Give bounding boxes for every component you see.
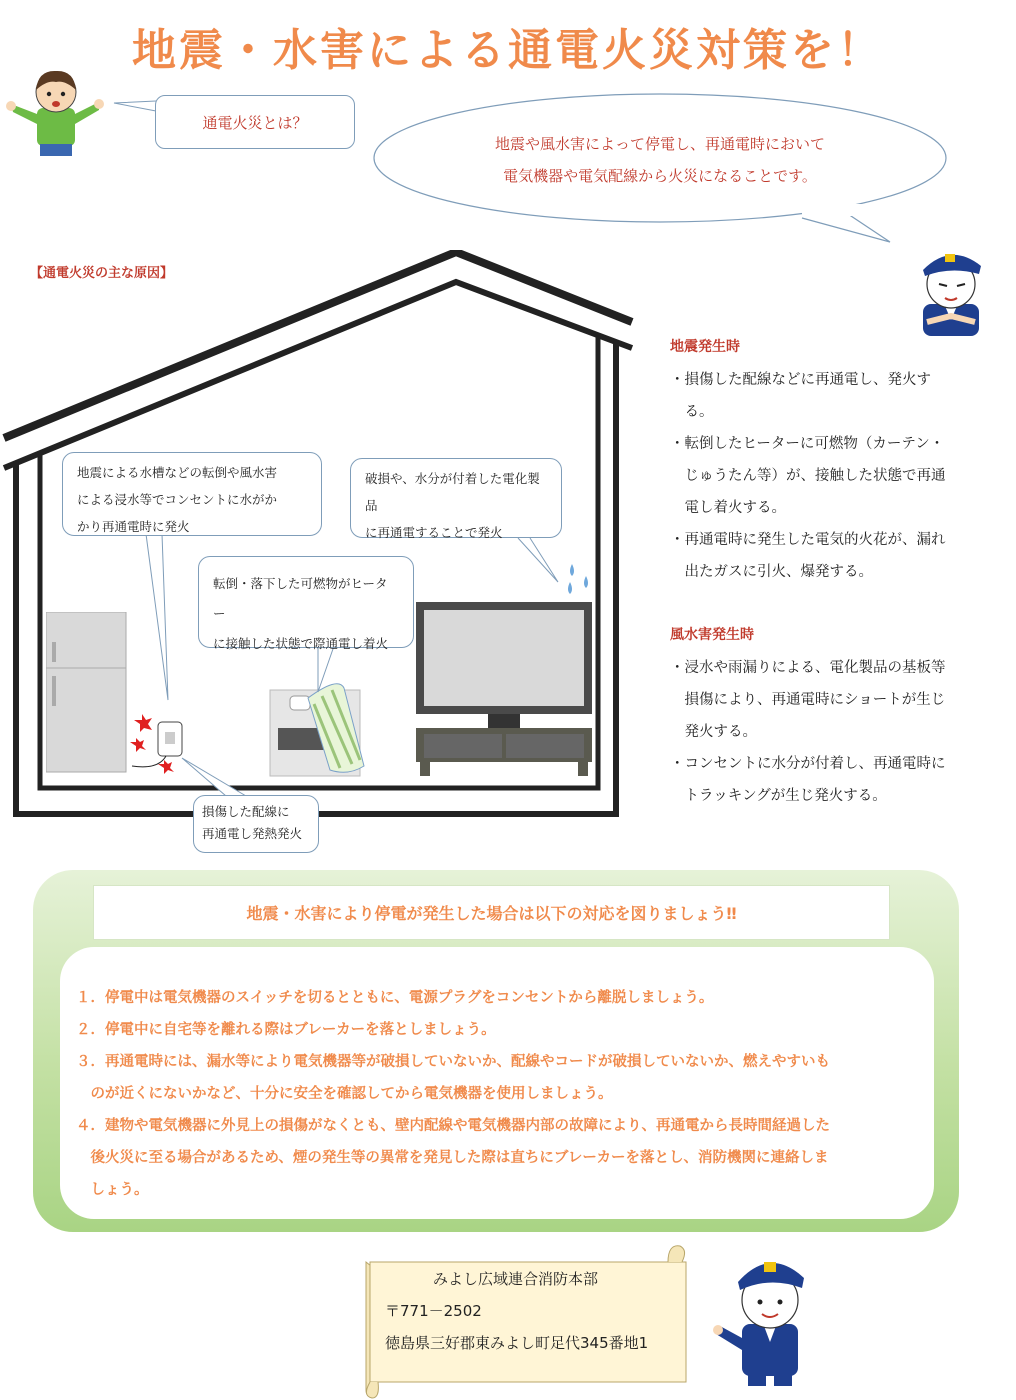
rule-line: ４．建物や電気機器に外見上の損傷がなくとも、壁内配線や電気機器内部の故障により、再通電から長時間経過した (76, 1118, 830, 1134)
contact-address: 徳島県三好郡東みよし町足代345番地1 (385, 1334, 649, 1352)
callout-line: 損傷した配線に (202, 804, 290, 819)
causes-section-title: 【通電火災の主な原因】 (30, 266, 174, 281)
firefighter-character-bottom (712, 1242, 822, 1388)
callout-water-outlet (62, 452, 322, 536)
earthquake-item-line: ・再通電時に発生した電気的火花が、漏れ (670, 532, 946, 548)
callout-line: 転倒・落下した可燃物がヒーター (213, 576, 388, 621)
flood-item-line: ・コンセントに水分が付着し、再通電時に (670, 756, 946, 772)
earthquake-item-line: ・転倒したヒーターに可燃物（カーテン・ (670, 436, 945, 452)
callout-heater (198, 556, 414, 651)
rule-line: 後火災に至る場合があるため、煙の発生等の異常を発見した際は直ちにブレーカーを落とし、消防機関に連絡しま (76, 1150, 829, 1166)
rule-line: １．停電中は電気機器のスイッチを切るとともに、電源プラグをコンセントから離脱しましょう。 (76, 990, 714, 1006)
callout-line: 再通電し発熱発火 (202, 826, 303, 841)
callout-wet-appliance (350, 458, 562, 538)
flood-item-line: ・浸水や雨漏りによる、電化製品の基板等 (670, 660, 946, 676)
earthquake-item-line: る。 (670, 404, 714, 420)
rule-line: ２．停電中に自宅等を離れる際はブレーカーを落としましょう。 (76, 1022, 496, 1038)
callout-damaged-wiring (193, 795, 319, 853)
callout-line: かり再通電時に発火 (77, 519, 190, 534)
response-rules (76, 982, 926, 1206)
earthquake-item-line: 電し着火する。 (670, 500, 786, 516)
flood-item-line: 発火する。 (670, 724, 757, 740)
flood-item-line: トラッキングが生じ発火する。 (670, 788, 887, 804)
earthquake-item-line: ・損傷した配線などに再通電し、発火す (670, 372, 931, 388)
flood-heading: 風水害発生時 (670, 627, 754, 643)
firefighter-character-top (905, 240, 995, 338)
answer-line-2: 電気機器や電気配線から火災になることです。 (503, 167, 817, 185)
question-bubble: 通電火災とは？ (155, 95, 355, 149)
rule-line: しょう。 (76, 1182, 149, 1198)
callout-line: に再通電することで発火 (365, 525, 503, 540)
rule-line: ３．再通電時には、漏水等により電気機器等が破損していないか、配線やコードが破損していないか、燃えやすいも (76, 1054, 830, 1070)
contact-postal: 〒771－2502 (385, 1302, 482, 1320)
earthquake-item-line: じゅうたん等）が、接触した状態で再通 (670, 468, 946, 484)
answer-line-1: 地震や風水害によって停電し、再通電時において (494, 135, 825, 153)
callout-tails (0, 0, 640, 860)
contact-org: みよし広域連合消防本部 (433, 1270, 599, 1288)
callout-line: による浸水等でコンセントに水がか (77, 492, 278, 507)
earthquake-item-line: 出たガスに引火、爆発する。 (670, 564, 873, 580)
earthquake-section (670, 336, 990, 588)
callout-line: 地震による水槽などの転倒や風水害 (77, 465, 278, 480)
flood-item-line: 損傷により、再通電時にショートが生じ (670, 692, 946, 708)
earthquake-heading: 地震発生時 (670, 339, 740, 355)
callout-line: に接触した状態で際通電し着火 (213, 636, 389, 651)
flood-section (670, 624, 990, 812)
page-title: 地震・水害による通電火災対策を！ (132, 25, 884, 76)
callout-line: 破損や、水分が付着した電化製品 (365, 471, 540, 513)
rule-line: のが近くにないかなど、十分に安全を確認してから電気機器を使用しましょう。 (76, 1086, 613, 1102)
response-heading: 地震・水害により停電が発生した場合は以下の対応を図りましょう‼ (93, 885, 890, 940)
